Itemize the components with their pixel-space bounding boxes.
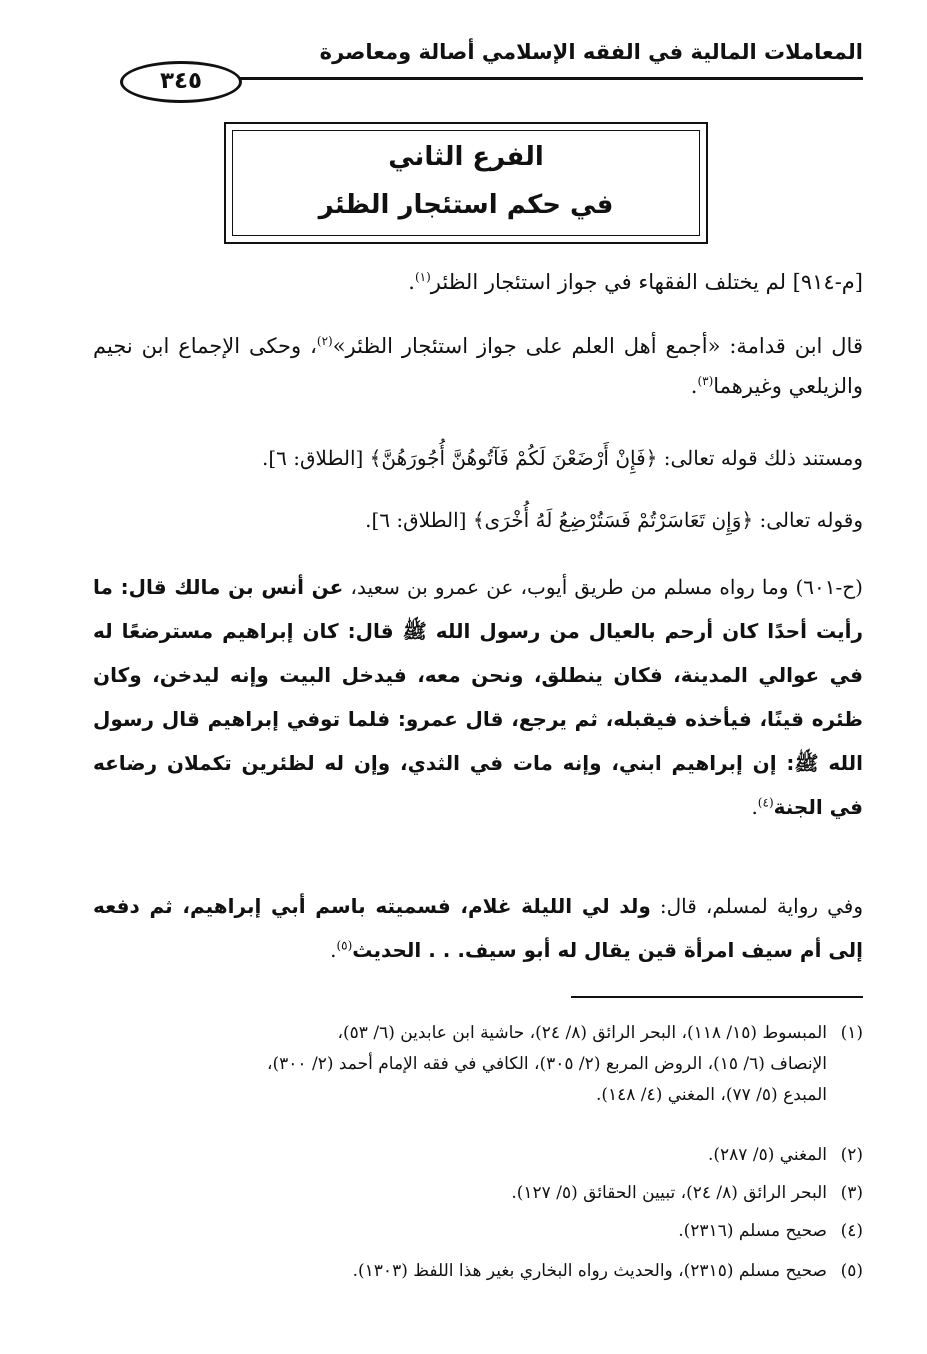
footnote-1-number: (١) (840, 1023, 863, 1043)
footnote-ref-5: (٥) (336, 938, 353, 953)
header-rule (150, 77, 863, 80)
paragraph-2 (93, 326, 863, 406)
footnote-1-line1: المبسوط (١٥/ ١١٨)، البحر الرائق (٨/ ٢٤)، حاشية ابن عابدين (٦/ ٥٣)، (337, 1023, 827, 1043)
footnote-ref-3: (٣) (697, 374, 714, 388)
section-title-line1: الفرع الثاني (388, 142, 544, 172)
paragraph-1 (93, 262, 863, 302)
footnote-4-text: صحيح مسلم (٢٣١٦). (678, 1221, 827, 1241)
footnote-5-text: صحيح مسلم (٢٣١٥)، والحديث رواه البخاري بغير هذا اللفظ (١٣٠٣). (352, 1261, 827, 1281)
paragraph-4 (93, 500, 863, 540)
paragraph-5-intro: (ح-٦٠١) وما رواه مسلم من طريق أيوب، عن عمرو بن سعيد، (343, 575, 863, 599)
section-title-box (224, 122, 708, 244)
paragraph-4-text: وقوله تعالى: ﴿وَإِن تَعَاسَرْتُمْ فَسَتُرْضِعُ لَهُ أُخْرَى﴾ [الطلاق: ٦]. (365, 508, 863, 532)
paragraph-2-quote: قال ابن قدامة: «أجمع أهل العلم على جواز استئجار الظئر» (332, 334, 863, 358)
paragraph-6-end: . (330, 938, 337, 962)
footnote-1 (88, 1018, 863, 1111)
paragraph-6-intro: وفي رواية لمسلم، قال: (650, 894, 863, 918)
footnote-2-number: (٢) (840, 1145, 863, 1165)
paragraph-5-end: . (751, 795, 758, 819)
footnote-2 (88, 1140, 863, 1171)
paragraph-5-hadith (93, 565, 863, 829)
footnote-ref-1: (١) (414, 270, 431, 284)
footnote-1-line3: المبدع (٥/ ٧٧)، المغني (٤/ ١٤٨). (595, 1085, 827, 1105)
footnote-1-line2: الإنصاف (٦/ ١٥)، الروض المربع (٢/ ٣٠٥)، الكافي في فقه الإمام أحمد (٢/ ٣٠٠)، (267, 1054, 827, 1074)
paragraph-6 (93, 884, 863, 972)
footnote-2-text: المغني (٥/ ٢٨٧). (707, 1145, 827, 1165)
paragraph-1-end: . (408, 270, 415, 294)
paragraph-1-text: [م-٩١٤] لم يختلف الفقهاء في جواز استئجار الظئر (430, 270, 863, 294)
footnote-5 (88, 1256, 863, 1287)
section-title-line2: في حكم استئجار الظئر (318, 190, 614, 220)
running-header-title: المعاملات المالية في الفقه الإسلامي أصالة ومعاصرة (319, 40, 863, 64)
footnote-3 (88, 1178, 863, 1209)
footnote-4 (88, 1216, 863, 1247)
footnote-ref-2: (٢) (316, 334, 333, 348)
footnote-ref-4: (٤) (757, 795, 774, 810)
footnote-separator (571, 996, 863, 998)
footnote-5-number: (٥) (840, 1261, 863, 1281)
paragraph-2-end: . (690, 374, 698, 398)
paragraph-3 (93, 438, 863, 478)
paragraph-3-text: ومستند ذلك قوله تعالى: ﴿فَإِنْ أَرْضَعْنَ لَكُمْ فَآتُوهُنَّ أُجُورَهُنَّ﴾ [الطلاق: ٦]. (261, 446, 863, 470)
paragraph-2-rest: ، وحكى الإجماع ابن نجيم والزيلعي وغيرهما (93, 334, 863, 398)
footnote-4-number: (٤) (840, 1221, 863, 1241)
page-number: ٣٤٥ (120, 61, 242, 103)
footnote-3-number: (٣) (840, 1183, 863, 1203)
paragraph-5-hadith-text: عن أنس بن مالك قال: ما رأيت أحدًا كان أرحم بالعيال من رسول الله ﷺ قال: كان إبراهيم مسترضعًا له في عوالي المدينة، فكان ينطلق، ونحن معه، فيدخل البيت وإنه ليدخن، وكان ظئره قينًا، فيأخذه فيقبله، ثم يرجع، قال عمرو: فلما توفي إبراهيم قال رسول الله ﷺ: إن إبراهيم ابني، وإنه مات في الثدي، وإن له لظئرين تكملان رضاعه في الجنة (93, 575, 863, 819)
footnote-3-text: البحر الرائق (٨/ ٢٤)، تبيين الحقائق (٥/ ١٢٧). (511, 1183, 827, 1203)
paragraph-6-hadith-text: ولد لي الليلة غلام، فسميته باسم أبي إبراهيم، ثم دفعه إلى أم سيف امرأة قين يقال له أبو سيف. . . الحديث (93, 894, 863, 962)
